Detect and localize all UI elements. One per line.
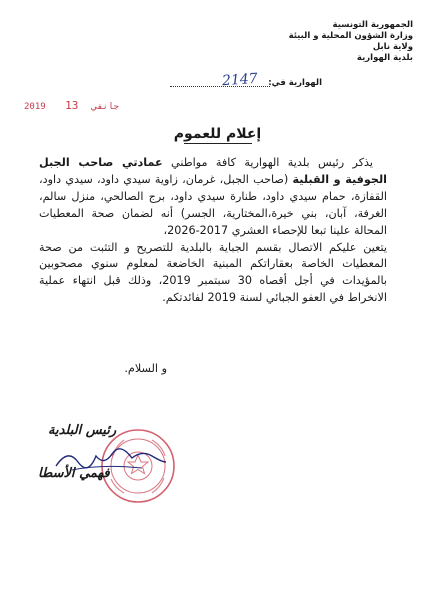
closing-text: و السلام. [124,362,167,375]
document-title [0,126,435,144]
title-text: إعلام للعموم [173,126,262,142]
stamp-year: 2019 [24,102,46,112]
stamp-day: 13 [65,99,79,112]
handwritten-reference-number: 2147 [221,70,259,90]
letterhead-line: وزارة الشؤون المحلية و البيئة [288,31,413,41]
announcement-body [39,155,387,307]
paragraph-1 [39,155,387,240]
paragraph-2: يتعين عليكم الاتصال بقسم الجباية بالبلدية للتصريح و التثبت من صحة المعطيات الخاصة بعقاراتكم المبنية الخاضعة لمعلوم سنوي مصحوبين بالمؤيدات في أجل أقصاه 30 سبتمبر 2019، وذلك قبل انتهاء عملية الانخراط في العفو الجبائي لسنة 2019 لفائدتكم. [39,240,387,305]
letterhead-line: بلدية الهوارية [356,53,413,63]
stamp-month: جانفي [91,102,119,112]
reference-line [112,70,322,92]
para1-rest: (صاحب الجبل، غرمان، زاوية سيدي داود، سيدي داود، القفازة، حمام سيدي داود، طنارة سيدي داود، برج الصالحي، منزل سالم، الغرفة، آبان، بني خيرة،المختارية، الجسر) أنه لضمان صحة المعطيات المحالة علينا تبعا للإحصاء العشري 2017-2026، [39,172,387,237]
signature-title: رئيس البلدية [48,423,117,438]
para1-highlight: عمادتي صاحب الجبل الجوفية و القبلية [39,156,387,186]
letterhead [253,20,413,64]
letterhead-line: الجمهورية التونسية [332,20,413,30]
signatory-name: فهمي الأسطا [38,466,110,481]
title-underline [184,143,252,144]
para1-intro: يذكر رئيس بلدية الهوارية كافة مواطني [162,156,374,169]
date-stamp [24,99,119,112]
place-date-label: الهوارية في: [268,78,322,88]
letterhead-line: ولاية نابل [372,42,413,52]
